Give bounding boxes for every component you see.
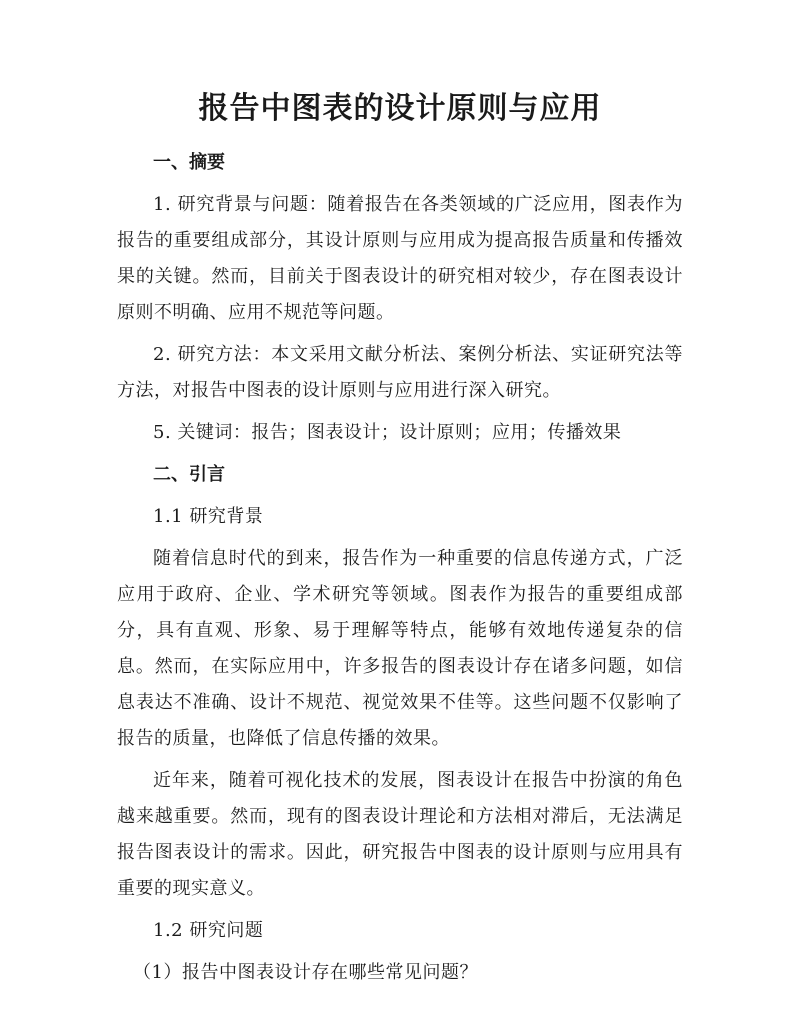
- document-page: [117, 88, 683, 991]
- abstract-item-2: 2. 研究方法：本文采用文献分析法、案例分析法、实证研究法等方法，对报告中图表的设计原则与应用进行深入研究。: [117, 344, 683, 401]
- section-heading-intro: 二、引言: [153, 464, 225, 485]
- subsection-heading-background: 1.1 研究背景: [153, 506, 264, 527]
- background-paragraph-2: 近年来，随着可视化技术的发展，图表设计在报告中扮演的角色越来越重要。然而，现有的图表设计理论和方法相对滞后，无法满足报告图表设计的需求。因此，研究报告中图表的设计原则与应用具有重要的现实意义。: [117, 770, 683, 899]
- research-question-1: （1）报告中图表设计存在哪些常见问题？: [133, 962, 478, 983]
- abstract-keywords: 5. 关键词：报告；图表设计；设计原则；应用；传播效果: [153, 422, 622, 443]
- abstract-item-1: 1. 研究背景与问题：随着报告在各类领域的广泛应用，图表作为报告的重要组成部分，其设计原则与应用成为提高报告质量和传播效果的关键。然而，目前关于图表设计的研究相对较少，存在图表设计原则不明确、应用不规范等问题。: [117, 194, 683, 323]
- background-paragraph-1: 随着信息时代的到来，报告作为一种重要的信息传递方式，广泛应用于政府、企业、学术研究等领域。图表作为报告的重要组成部分，具有直观、形象、易于理解等特点，能够有效地传递复杂的信息。然而，在实际应用中，许多报告的图表设计存在诸多问题，如信息表达不准确、设计不规范、视觉效果不佳等。这些问题不仅影响了报告的质量，也降低了信息传播的效果。: [117, 548, 683, 749]
- document-title: 报告中图表的设计原则与应用: [198, 91, 602, 126]
- subsection-heading-questions: 1.2 研究问题: [153, 920, 264, 941]
- section-heading-abstract: 一、摘要: [153, 152, 225, 173]
